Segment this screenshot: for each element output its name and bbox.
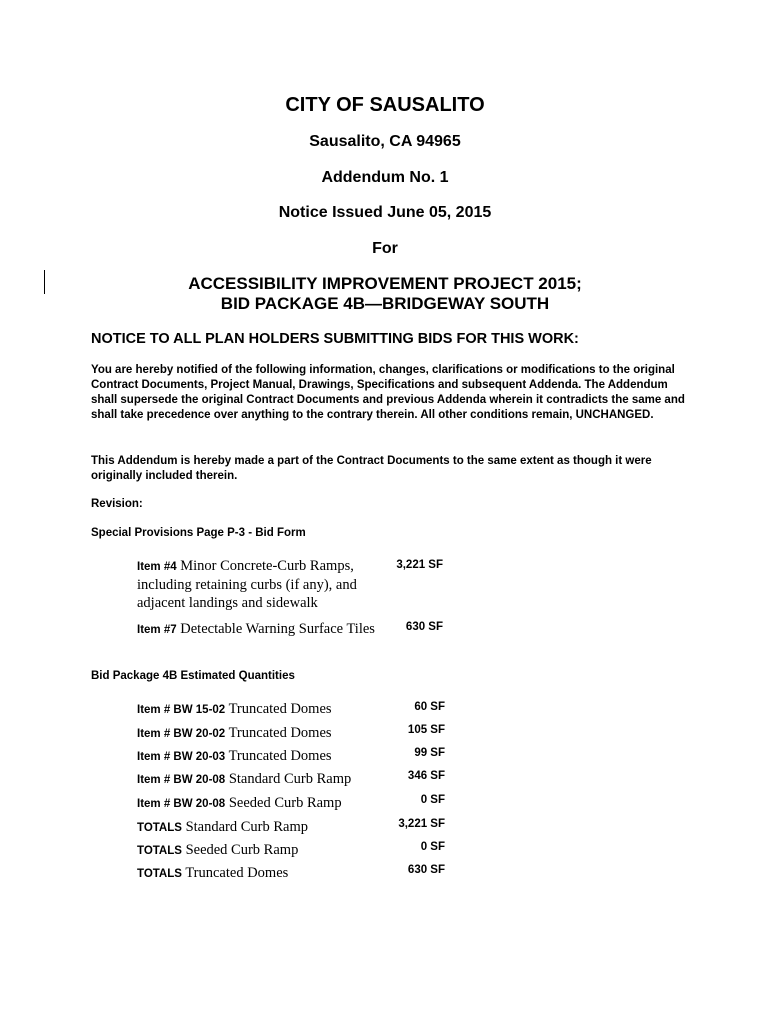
quantity-row-label: Item # BW 20-08 — [137, 774, 226, 786]
quantity-row — [137, 700, 397, 719]
quantity-row-value: 0 SF — [420, 841, 445, 853]
quantity-row-value: 105 SF — [407, 724, 445, 736]
bid-item-description: Detectable Warning Surface Tiles — [180, 621, 375, 637]
quantity-row — [137, 747, 397, 766]
quantity-row-label: TOTALS — [137, 868, 182, 880]
quantity-row — [137, 841, 397, 860]
quantity-row-label: TOTALS — [137, 822, 182, 834]
city-title: CITY OF SAUSALITO — [285, 94, 485, 116]
quantity-row — [137, 864, 397, 883]
special-provisions-heading: Special Provisions Page P-3 - Bid Form — [91, 527, 306, 539]
quantity-row-label: Item # BW 15-02 — [137, 704, 226, 716]
quantity-row-description: Seeded Curb Ramp — [185, 842, 299, 858]
notice-paragraph-1: You are hereby notified of the following information, changes, clarifications or modifications to the original Contract Documents, Project Manual, Drawings, Specifications and subsequent Addenda. The Addendum shall supersede the original Contract Documents and previous Addenda wherein it contradicts the same and shall take precedence over anything to the contrary therein. All other conditions remain, UNCHANGED. — [91, 364, 685, 421]
bid-item-quantity: 3,221 SF — [396, 559, 443, 571]
quantity-row-label: TOTALS — [137, 845, 182, 857]
quantity-row — [137, 724, 397, 743]
quantity-row-value: 3,221 SF — [398, 818, 445, 830]
quantity-row-label: Item # BW 20-02 — [137, 728, 226, 740]
bid-item-label: Item #4 — [137, 561, 177, 573]
quantity-row — [137, 794, 397, 813]
bid-item-description: Minor Concrete-Curb Ramps, including retaining curbs (if any), and adjacent landings and sidewalk — [137, 558, 357, 611]
quantity-row-description: Standard Curb Ramp — [185, 819, 308, 835]
quantity-row — [137, 818, 397, 837]
bid-item — [137, 557, 377, 612]
city-location: Sausalito, CA 94965 — [309, 133, 461, 150]
quantity-row-description: Truncated Domes — [185, 865, 289, 881]
bid-item — [137, 620, 377, 639]
quantity-row-description: Truncated Domes — [228, 725, 332, 741]
project-title — [0, 274, 770, 314]
quantity-row — [137, 770, 397, 789]
quantity-row-description: Truncated Domes — [228, 748, 332, 764]
quantity-row-value: 60 SF — [414, 701, 445, 713]
project-title-line2: BID PACKAGE 4B—BRIDGEWAY SOUTH — [220, 294, 550, 313]
quantity-row-value: 0 SF — [420, 794, 445, 806]
quantity-row-description: Seeded Curb Ramp — [228, 795, 342, 811]
bid-item-quantity: 630 SF — [405, 621, 443, 633]
project-title-line1: ACCESSIBILITY IMPROVEMENT PROJECT 2015; — [188, 274, 582, 293]
quantity-row-value: 630 SF — [407, 864, 445, 876]
notice-paragraph-2: This Addendum is hereby made a part of the Contract Documents to the same extent as though it were originally included therein. — [91, 455, 652, 482]
estimated-quantities-heading: Bid Package 4B Estimated Quantities — [91, 670, 295, 682]
addendum-number: Addendum No. 1 — [321, 169, 449, 186]
revision-label: Revision: — [91, 498, 143, 510]
bid-item-label: Item #7 — [137, 624, 177, 636]
notice-date: Notice Issued June 05, 2015 — [278, 204, 492, 221]
quantity-row-label: Item # BW 20-08 — [137, 798, 226, 810]
quantity-row-value: 99 SF — [414, 747, 445, 759]
notice-heading: NOTICE TO ALL PLAN HOLDERS SUBMITTING BIDS FOR THIS WORK: — [91, 331, 579, 347]
for-label: For — [372, 240, 398, 257]
quantity-row-description: Standard Curb Ramp — [228, 771, 352, 787]
quantity-row-label: Item # BW 20-03 — [137, 751, 226, 763]
quantity-row-description: Truncated Domes — [228, 701, 332, 717]
quantity-row-value: 346 SF — [407, 770, 445, 782]
